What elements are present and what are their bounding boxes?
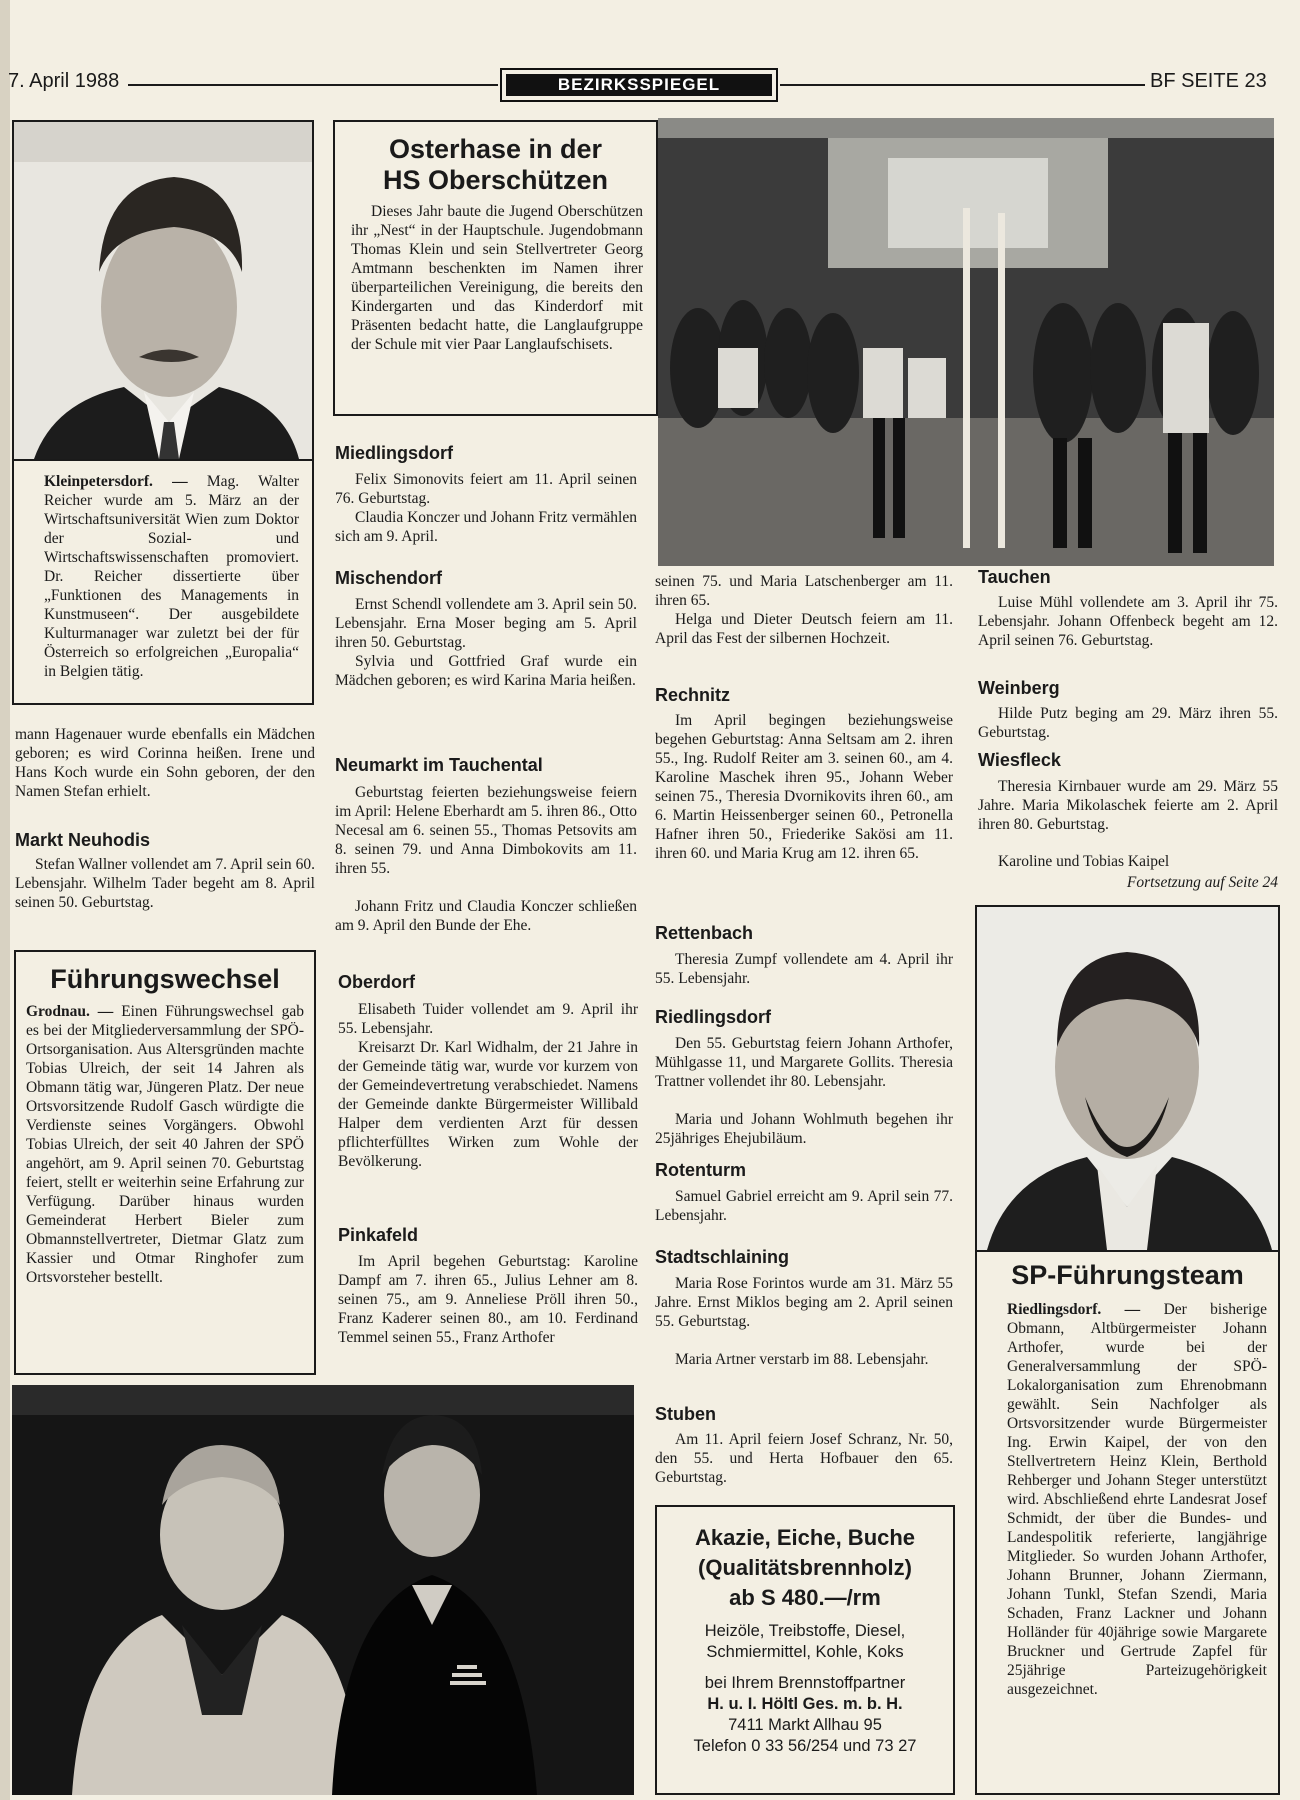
birth-continuation: mann Hagenauer wurde ebenfalls ein Mädchen geboren; es wird Corinna heißen. Irene und Hans Koch wurde ein Sohn geboren, der den Namen Stefan erhielt. [15,726,315,800]
caption-text: Mag. Walter Reicher wurde am 5. März an der Wirtschaftsuniversität Wien zum Doktor der Sozial- und Wirtschaftswissenschaften promoviert. Dr. Reicher dissertierte über „Funktionen des Managements in Kunstmuseen“. Der ausgebildete Kulturmanager war zuletzt bei der für Österreich so erfolgreichen „Europalia“ in Belgien tätig. [44,473,299,680]
caption-lead: Kleinpetersdorf. — [44,473,188,490]
fuehrungswechsel-title: Führungswechsel [50,964,280,994]
neuhodis-text: Stefan Wallner vollendet am 7. April sein 60. Lebensjahr. Wilhelm Tader begeht am 8. April seinen 50. Geburtstag. [15,856,315,911]
ad-headline [657,1523,953,1613]
stadtschlaining-p1: Maria Rose Forintos wurde am 31. März 55 Jahre. Ernst Miklos beging am 2. April seinen 55. Geburtstag. [655,1275,953,1330]
ad-line3: ab S 480.—/rm [729,1585,881,1610]
heading-weinberg: Weinberg [978,678,1060,698]
sp-fuehrungsteam-box [975,905,1280,1795]
issue-date: 7. April 1988 [8,70,120,92]
sp-fuehrungsteam-text [1007,1300,1267,1699]
page-number: BF SEITE 23 [1150,70,1267,92]
heading-tauchen: Tauchen [978,567,1051,587]
portrait-photo-reicher [14,122,312,459]
heading-riedlingsdorf: Riedlingsdorf [655,1007,771,1027]
heading-rechnitz: Rechnitz [655,685,731,705]
ad-line1: Akazie, Eiche, Buche [694,1525,916,1550]
heading-stadtschlaining: Stadtschlaining [655,1247,790,1267]
portrait-photo-kaipel [977,907,1278,1250]
photo-divider-2 [977,1250,1278,1252]
rotenturm-p1: Samuel Gabriel erreicht am 9. April sein 77. Lebensjahr. [655,1188,953,1224]
heading-rettenbach: Rettenbach [655,923,754,943]
header-rule-left [128,84,498,86]
heading-mischendorf: Mischendorf [335,568,443,588]
header-rule-right [780,84,1145,86]
riedlingsdorf-p1: Den 55. Geburtstag feiern Johann Arthofer, Mühlgasse 11, und Margarete Gollits. Theresia Trattner vollendet ihr 80. Lebensjahr. [655,1035,953,1090]
section-banner [500,68,778,102]
osterhase-title [335,134,656,196]
reicher-caption [44,472,299,681]
heading-neumarkt: Neumarkt im Tauchental [335,755,543,775]
heading-oberdorf: Oberdorf [338,972,416,992]
ad-contact [657,1673,953,1757]
ad-line5: Schmiermittel, Kohle, Koks [706,1643,904,1661]
oberdorf-p2: Kreisarzt Dr. Karl Widhalm, der 21 Jahre in der Gemeinde tätig war, wurde vor kurzem von der Gemeindevertretung verabschiedet. Namens der Gemeinde dankte Bürgermeister Willibald Halper dem verdienten Arzt für dessen pflichterfülltes Wirken zum Wohle der Bevölkerung. [338,1039,638,1170]
ad-company: H. u. I. Höltl Ges. m. b. H. [707,1695,903,1713]
miedlingsdorf-p2: Claudia Konczer und Johann Fritz vermählen sich am 9. April. [335,509,637,545]
pinkafeld-continuation: seinen 75. und Maria Latschenberger am 11. ihren 65. [655,573,953,609]
stadtschlaining-p2: Maria Artner verstarb im 88. Lebensjahr. [675,1351,929,1368]
heading-pinkafeld: Pinkafeld [338,1225,419,1245]
section-title: BEZIRKSSPIEGEL [506,74,772,96]
heading-wiesfleck: Wiesfleck [978,750,1061,770]
neumarkt-p1: Geburtstag feierten beziehungsweise feiern im April: Helene Eberhardt am 5. ihren 86., Otto Necesal am 6. seinen 55., Thomas Petsovits am 8. seinen 79. und Anna Dimbokovits am 11. ihren 55. [335,784,637,877]
miedlingsdorf-p1: Felix Simonovits feiert am 11. April seinen 76. Geburtstag. [335,471,637,507]
mischendorf-p1: Ernst Schendl vollendete am 3. April sein 50. Lebensjahr. Erna Moser beging am 5. April ihren 50. Geburtstag. [335,596,637,651]
ad-address: 7411 Markt Allhau 95 [728,1716,882,1734]
weinberg-p1: Hilde Putz beging am 29. März ihren 55. Geburtstag. [978,705,1278,741]
osterhase-text: Dieses Jahr baute die Jugend Oberschützen ihr „Nest“ in der Hauptschule. Jugendobmann Thomas Klein und sein Stellvertreter Georg Amtmann beschenkten im Namen ihrer überparteilichen Vereinigung, die bereits den Kindergarten und das Kinderdorf mit Präsenten bedacht hatte, die Langlaufgruppe der Schule mit vier Paar Langlaufschisets. [351,203,643,353]
wiesfleck-p2: Karoline und Tobias Kaipel [998,853,1170,870]
hallway-photo [658,118,1274,566]
mischendorf-p2: Sylvia und Gottfried Graf wurde ein Mädchen geboren; es wird Karina Maria heißen. [335,653,637,689]
stuben-p1: Am 11. April feiern Josef Schranz, Nr. 50, den 55. und Herta Hofbauer den 65. Geburtstag. [655,1431,953,1486]
heading-markt-neuhodis: Markt Neuhodis [15,830,151,850]
osterhase-box [333,120,658,416]
fuehrungswechsel-body: Einen Führungswechsel gab es bei der Mitgliederversammlung der SPÖ-Ortsorganisation. Aus Altersgründen machte Tobias Ulreich, der seit 14 Jahren als Obmann tätig war, Jüngeren Platz. Der neue Ortsvorsitzende Rudolf Gasch würdigte die Verdienste seines Vorgängers. Obwohl Tobias Ulreich, der seit 40 Jahren der SPÖ angehört, am 9. April seinen 70. Geburtstag feiert, stellt er weiterhin seine Erfahrung zur Verfügung. Darüber hinaus wurden Gemeinderat Herbert Bieler zum Obmannstellvertreter, Dietmar Glatz zum Kassier und Otmar Ringhofer zum Ortsvorsteher bestellt. [26,1003,304,1286]
ad-line4: Heizöle, Treibstoffe, Diesel, [704,1622,906,1640]
ad-phone: Telefon 0 33 56/254 und 73 27 [693,1737,917,1755]
page-edge [0,0,10,1800]
sp-fuehrungsteam-lead: Riedlingsdorf. — [1007,1301,1141,1318]
osterhase-title-line1: Osterhase in der [388,134,603,164]
heading-miedlingsdorf: Miedlingsdorf [335,443,453,463]
rechnitz-p1: Im April begingen beziehungsweise begehen Geburtstag: Anna Seltsam am 2. ihren 55., Ing. Rudolf Reiter am 3. seinen 60., am 4. Karoline Maschek ihren 95., Johann Weber seinen 75., Theresia Dvornikovits ihren 60., am 6. Martin Heissenberger seinen 60., Petronella Hafner ihren 50., Friederike Sakösi am 11. ihren 60. und Maria Krug am 12. ihren 65. [655,712,953,862]
oberdorf-p1: Elisabeth Tuider vollendet am 9. April ihr 55. Lebensjahr. [338,1001,638,1037]
continued-note: Fortsetzung auf Seite 24 [1126,874,1278,891]
sp-fuehrungsteam-body: Der bisherige Obmann, Altbürgermeister Johann Arthofer, wurde bei der Generalversammlung der SPÖ-Lokalorganisation zum Ehrenobmann gewählt. Sein Nachfolger als Ortsvorsitzender wurde Bürgermeister Ing. Erwin Kaipel, der von den Stellvertretern Heinz Klein, Berthold Rehberger und Johann Steger unterstützt wird. Abschließend ehrte Landesrat Josef Schmidt, der über die Bundes- und Landespolitik referierte, langjährige Mitglieder. So wurden Johann Arthofer, Johann Brunner, Johann Ziermann, Johann Tunkl, Stefan Szendi, Maria Schaden, Franz Lackner und Johann Holländer für 40jährige sowie Margarete Bruckner und Gertrude Zapfel für 25jährige Parteizugehörigkeit ausgezeichnet. [1007,1301,1267,1698]
pinkafeld-p1: Im April begehen Geburtstag: Karoline Dampf am 7. ihren 65., Julius Lehner am 8. seinen 75., am 9. Anneliese Pröll ihren 50., Franz Kaderer seinen 80., am 10. Ferdinand Temmel seinen 55., Franz Arthofer [338,1253,638,1346]
neumarkt-p2: Johann Fritz und Claudia Konczer schließen am 9. April den Bunde der Ehe. [335,898,637,934]
silberne-hochzeit: Helga und Dieter Deutsch feiern am 11. April das Fest der silbernen Hochzeit. [655,611,953,647]
heading-rotenturm: Rotenturm [655,1160,746,1180]
brennholz-advertisement [655,1505,955,1795]
photo-divider [14,459,312,461]
fuehrungswechsel-box [14,950,316,1375]
tauchen-p1: Luise Mühl vollendete am 3. April ihr 75. Lebensjahr. Johann Offenbeck begeht am 12. April seinen 76. Geburtstag. [978,594,1278,649]
ad-line2: (Qualitätsbrennholz) [698,1555,912,1580]
wiesfleck-p1: Theresia Kirnbauer wurde am 29. März 55 Jahre. Maria Mikolaschek feierte am 2. April ihren 80. Geburtstag. [978,778,1278,833]
fuehrungswechsel-text [26,1002,304,1287]
rettenbach-p1: Theresia Zumpf vollendete am 4. April ihr 55. Lebensjahr. [655,951,953,987]
ad-products [657,1621,953,1663]
grodnau-photo [12,1385,634,1795]
heading-stuben: Stuben [655,1404,716,1424]
fuehrungswechsel-lead: Grodnau. — [26,1003,114,1020]
ad-line6: bei Ihrem Brennstoffpartner [704,1674,906,1692]
sp-fuehrungsteam-title: SP-Führungsteam [1011,1260,1244,1290]
osterhase-title-line2: HS Oberschützen [382,165,609,195]
riedlingsdorf-p2: Maria und Johann Wohlmuth begehen ihr 25jähriges Ehejubiläum. [655,1111,953,1147]
reicher-article-box [12,120,314,705]
